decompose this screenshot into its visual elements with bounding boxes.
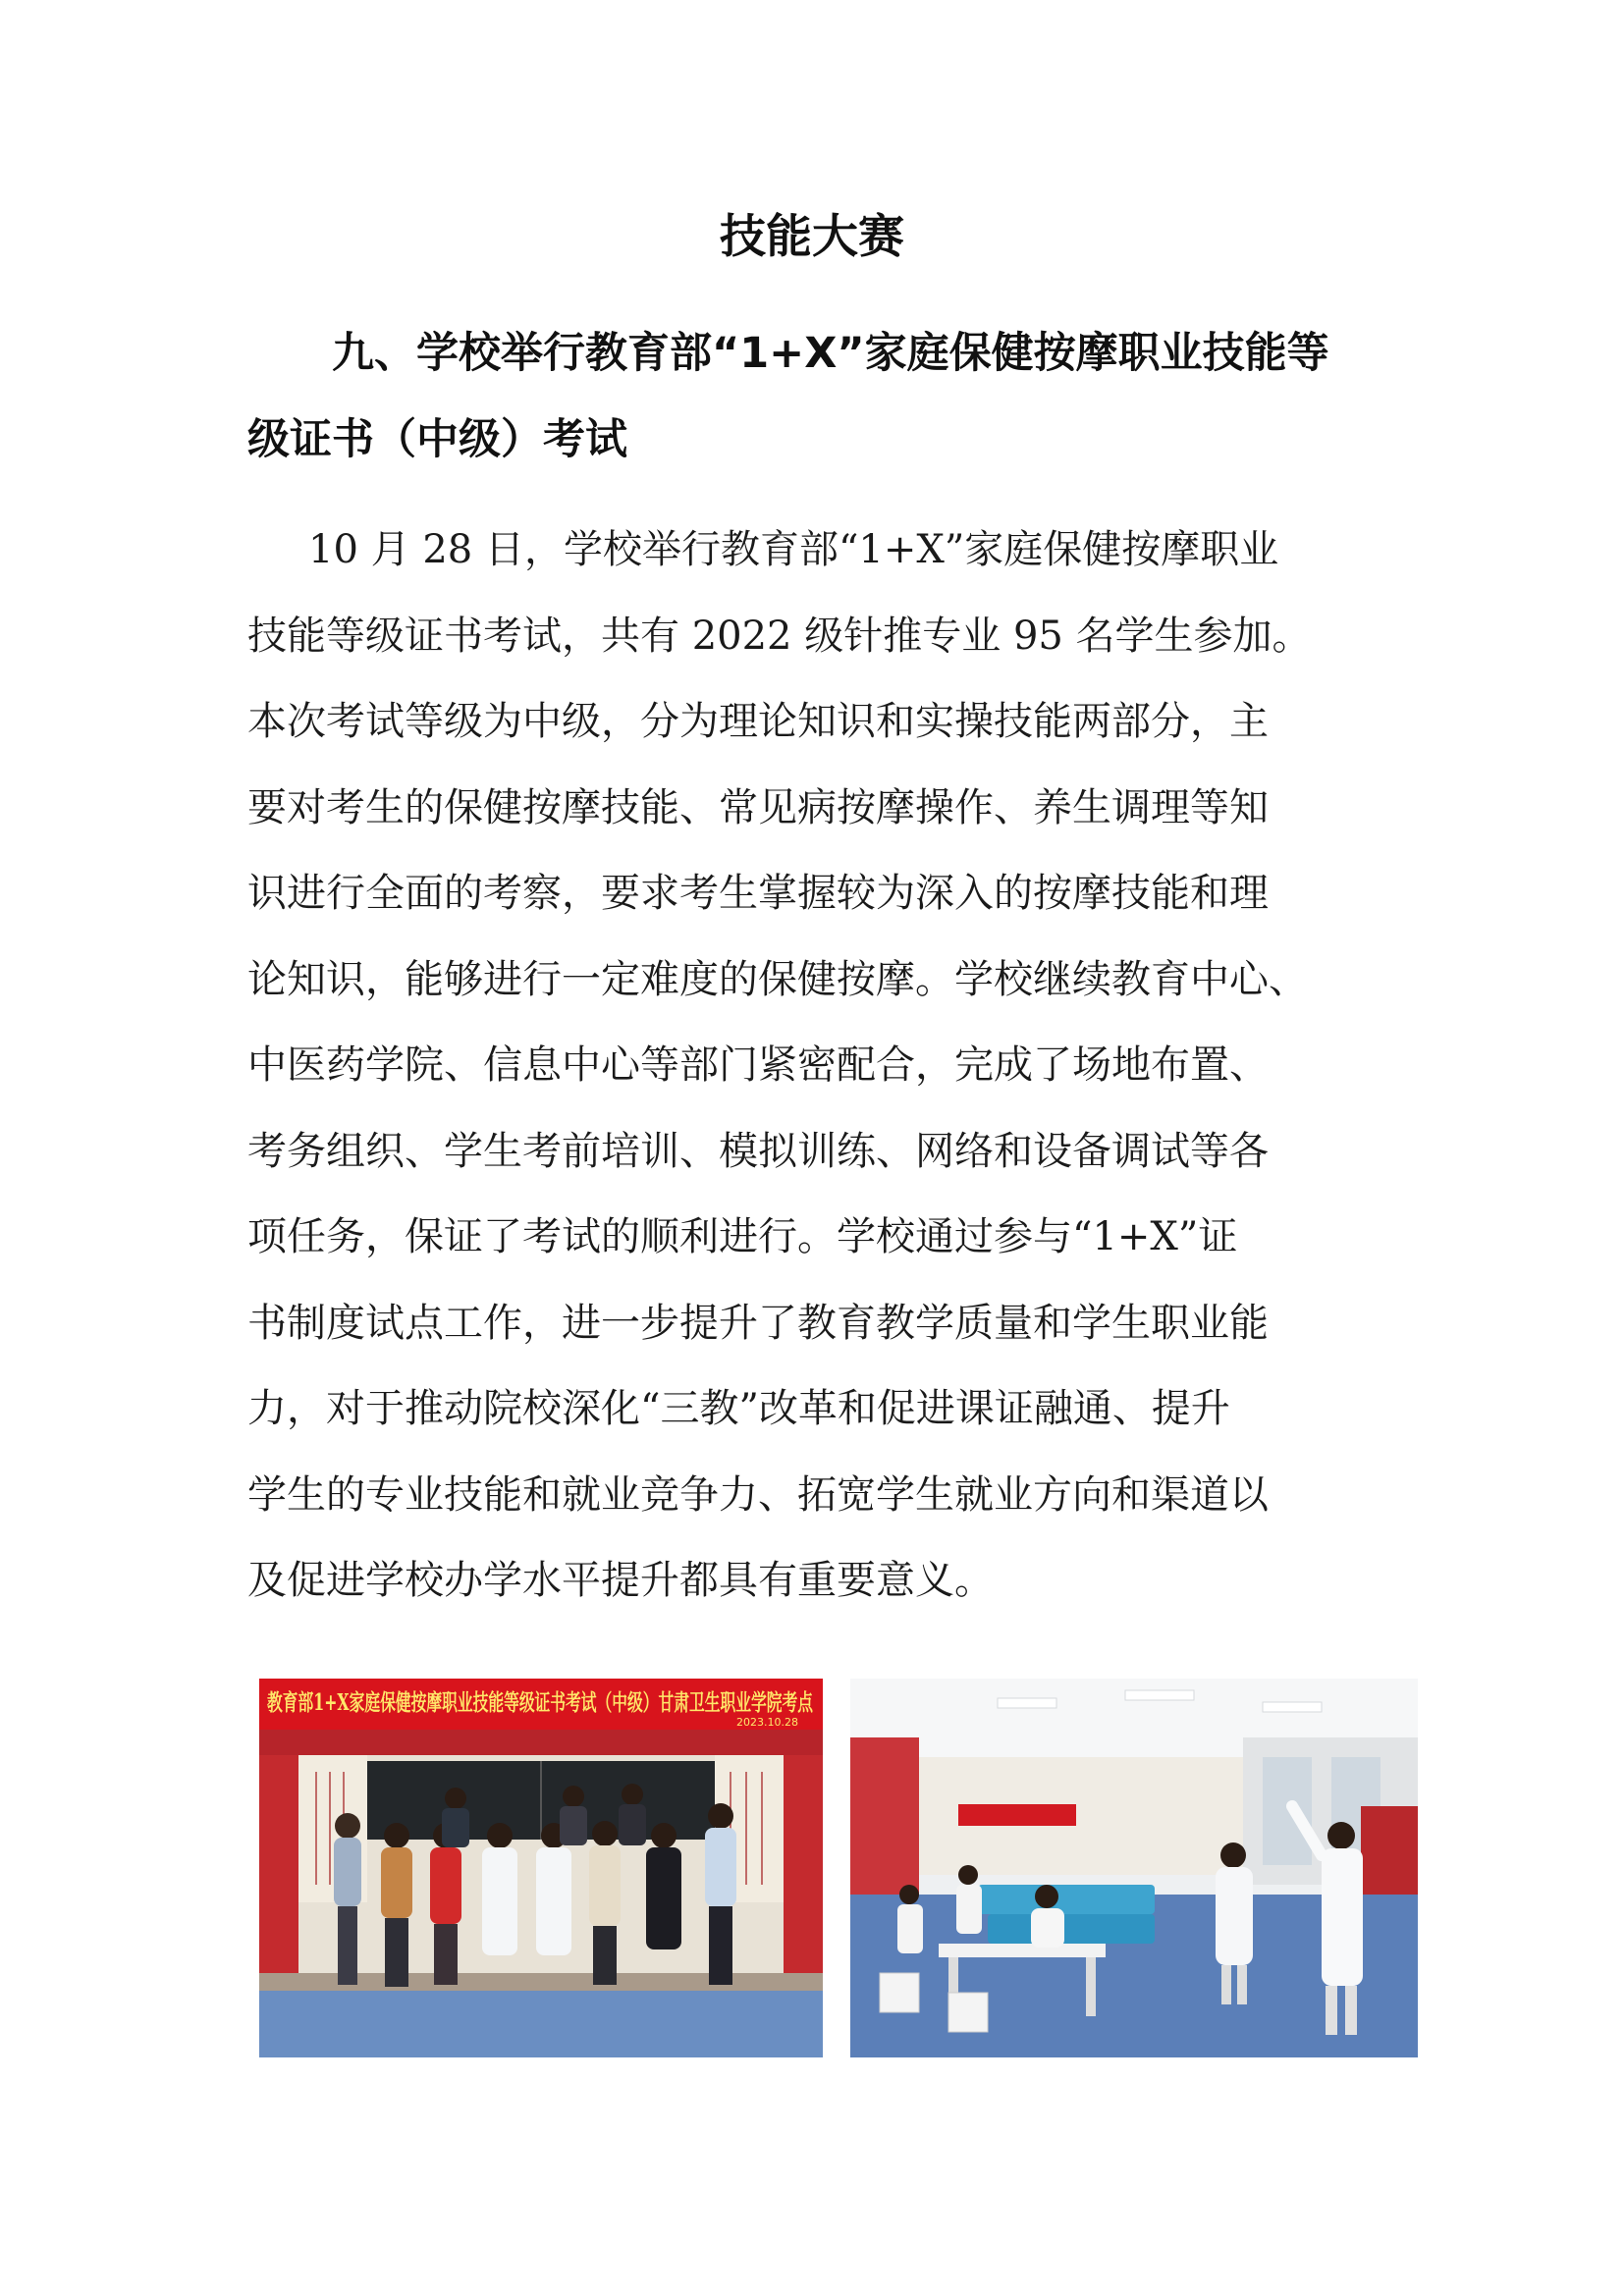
- body-line: 力，对于推动院校深化“三教”改革和促进课证融通、提升: [247, 1386, 1230, 1431]
- group-photo-illustration: [259, 1679, 823, 2057]
- body-line: 要对考生的保健按摩技能、常见病按摩操作、养生调理等知: [247, 784, 1269, 830]
- exam-room-photo: [850, 1679, 1418, 2057]
- body-line: 本次考试等级为中级，分为理论知识和实操技能两部分，主: [247, 699, 1269, 744]
- body-line: 及促进学校办学水平提升都具有重要意义。: [247, 1558, 994, 1603]
- body-line: 学生的专业技能和就业竞争力、拓宽学生就业方向和渠道以: [247, 1471, 1269, 1518]
- body-line: 项任务，保证了考试的顺利进行。学校通过参与“1+X”证: [247, 1214, 1238, 1259]
- body-line: 中医药学院、信息中心等部门紧密配合，完成了场地布置、: [247, 1042, 1269, 1088]
- body-line: 10 月 28 日，学校举行教育部“1+X”家庭保健按摩职业: [308, 527, 1279, 572]
- section-heading: [247, 310, 1386, 483]
- body-line: 书制度试点工作，进一步提升了教育教学质量和学生职业能: [247, 1300, 1269, 1346]
- body-line: 技能等级证书考试，共有 2022 级针推专业 95 名学生参加。: [247, 613, 1312, 659]
- body-paragraph: [247, 507, 1386, 1625]
- group-photo: [259, 1679, 823, 2057]
- section-heading-line-2: 级证书（中级）考试: [247, 415, 627, 464]
- page-title: 技能大赛: [720, 210, 904, 264]
- section-heading-line-1: 九、学校举行教育部“1+X”家庭保健按摩职业技能等: [332, 329, 1329, 378]
- banner-text: 教育部1+X家庭保健按摩职业技能等级证书考试（中级）甘肃卫生职业学院考点: [267, 1689, 814, 1716]
- body-line: 论知识，能够进行一定难度的保健按摩。学校继续教育中心、: [247, 956, 1308, 1002]
- exam-room-illustration: [850, 1679, 1418, 2057]
- body-line: 考务组织、学生考前培训、模拟训练、网络和设备调试等各: [247, 1128, 1269, 1174]
- body-line: 识进行全面的考察，要求考生掌握较为深入的按摩技能和理: [247, 871, 1269, 916]
- banner-date: 2023.10.28: [736, 1716, 798, 1729]
